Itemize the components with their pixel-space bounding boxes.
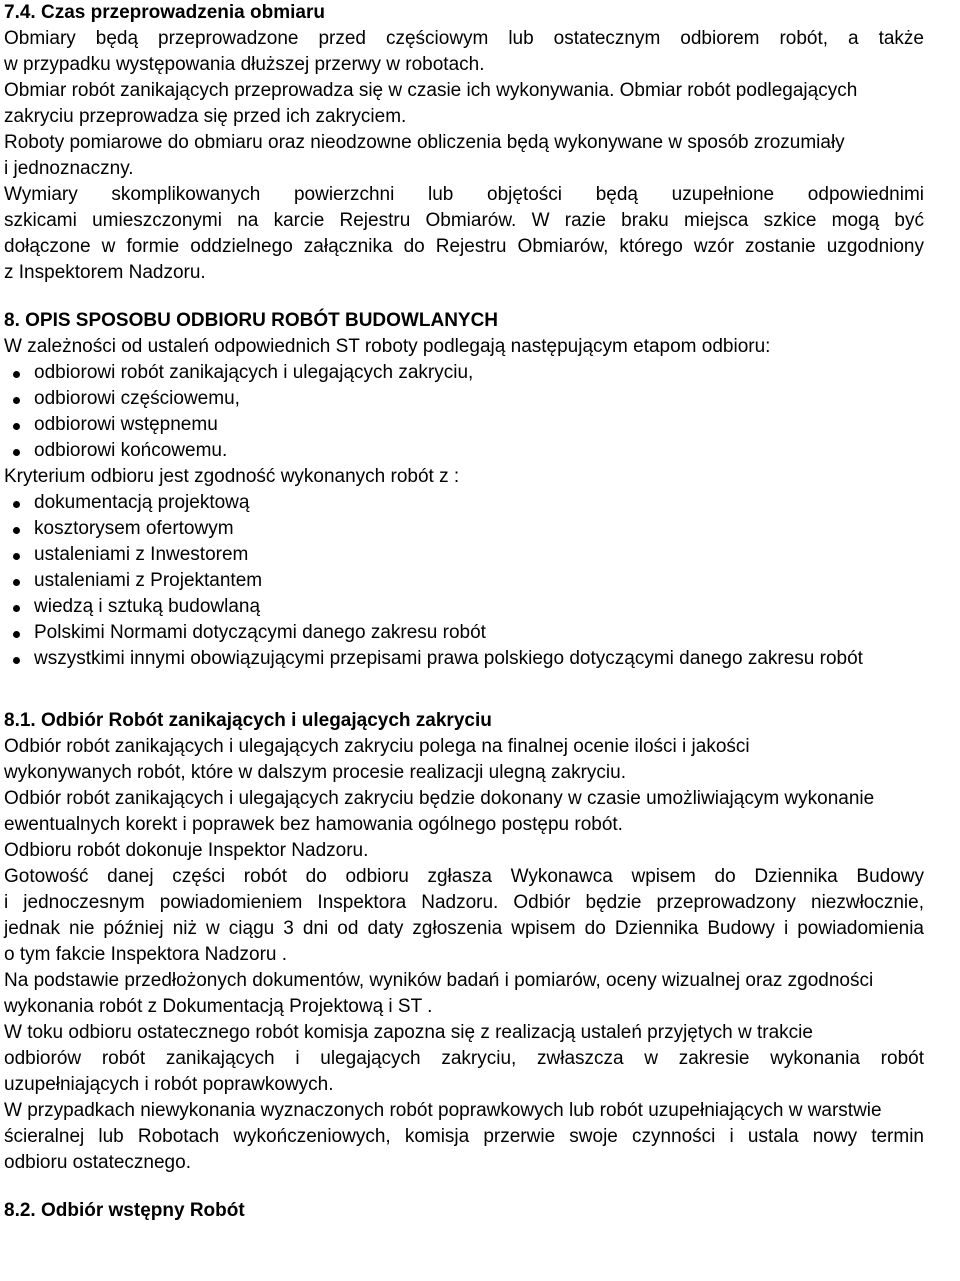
paragraph-line: zakryciu przeprowadza się przed ich zakryciem. [4, 106, 407, 127]
paragraph-line: Kryterium odbioru jest zgodność wykonanych robót z : [4, 466, 460, 487]
paragraph-line: wykonywanych robót, które w dalszym procesie realizacji ulegną zakryciu. [4, 762, 626, 783]
paragraph-line: dołączone w formie oddzielnego załącznika do Rejestru Obmiarów, którego wzór zostanie uzgodniony [4, 236, 924, 257]
paragraph-line: uzupełniających i robót poprawkowych. [4, 1074, 334, 1095]
list-item-stage: odbiorowi częściowemu, [4, 386, 924, 412]
spacer [4, 672, 924, 708]
paragraph-line: jednak nie później niż w ciągu 3 dni od daty zgłoszenia wpisem do Dziennika Budowy i powiadomienia [4, 918, 924, 939]
paragraph-line: wykonania robót z Dokumentacją Projektową i ST . [4, 996, 433, 1017]
section-heading-8: 8. OPIS SPOSOBU ODBIORU ROBÓT BUDOWLANYCH [4, 310, 499, 331]
paragraph-line: ścieralnej lub Robotach wykończeniowych, komisja przerwie swoje czynności i ustala nowy termin [4, 1126, 924, 1147]
list-item-criterion: wszystkimi innymi obowiązującymi przepisami prawa polskiego dotyczącymi danego zakresu robót [4, 646, 924, 672]
list-item-criterion: ustaleniami z Projektantem [4, 568, 924, 594]
paragraph-line: Odbiór robót zanikających i ulegających zakryciu będzie dokonany w czasie umożliwiającym wykonanie [4, 788, 875, 809]
paragraph-line: o tym fakcie Inspektora Nadzoru . [4, 944, 288, 965]
list-item-criterion: dokumentacją projektową [4, 490, 924, 516]
section-heading-7-4: 7.4. Czas przeprowadzenia obmiaru [4, 2, 325, 23]
document-page [4, 0, 924, 1224]
paragraph-line: i jednoczesnym powiadomieniem Inspektora Nadzoru. Odbiór będzie przeprowadzony niezwłocznie, [4, 892, 924, 913]
list-item-criterion: wiedzą i sztuką budowlaną [4, 594, 924, 620]
paragraph-line: w przypadku występowania dłuższej przerwy w robotach. [4, 54, 485, 75]
paragraph-line: z Inspektorem Nadzoru. [4, 262, 206, 283]
paragraph-line: Obmiary będą przeprowadzone przed częściowym lub ostatecznym odbiorem robót, a także [4, 28, 924, 49]
paragraph-line: W toku odbioru ostatecznego robót komisja zapozna się z realizacją ustaleń przyjętych w trakcie [4, 1022, 813, 1043]
paragraph-line: odbiorów robót zanikających i ulegających zakryciu, zwłaszcza w zakresie wykonania robót [4, 1048, 924, 1069]
list-item-stage: odbiorowi końcowemu. [4, 438, 924, 464]
paragraph-line: Odbiór robót zanikających i ulegających zakryciu polega na finalnej ocenie ilości i jakości [4, 736, 750, 757]
list-item-criterion: kosztorysem ofertowym [4, 516, 924, 542]
paragraph-line: Gotowość danej części robót do odbioru zgłasza Wykonawca wpisem do Dziennika Budowy [4, 866, 924, 887]
paragraph-line: W przypadkach niewykonania wyznaczonych robót poprawkowych lub robót uzupełniających w warstwie [4, 1100, 882, 1121]
paragraph-line: Odbioru robót dokonuje Inspektor Nadzoru. [4, 840, 369, 861]
section-heading-8-2: 8.2. Odbiór wstępny Robót [4, 1200, 245, 1221]
section-heading-8-1: 8.1. Odbiór Robót zanikających i ulegających zakryciu [4, 710, 492, 731]
paragraph-line: Obmiar robót zanikających przeprowadza się w czasie ich wykonywania. Obmiar robót podlegających [4, 80, 858, 101]
paragraph-line: Roboty pomiarowe do obmiaru oraz nieodzowne obliczenia będą wykonywane w sposób zrozumiały [4, 132, 845, 153]
paragraph-line: szkicami umieszczonymi na karcie Rejestru Obmiarów. W razie braku miejsca szkice mogą być [4, 210, 924, 231]
list-item-stage: odbiorowi wstępnemu [4, 412, 924, 438]
spacer [4, 1176, 924, 1198]
paragraph-line: ewentualnych korekt i poprawek bez hamowania ogólnego postępu robót. [4, 814, 623, 835]
paragraph-line: odbioru ostatecznego. [4, 1152, 191, 1173]
paragraph-line: Na podstawie przedłożonych dokumentów, wyników badań i pomiarów, oceny wizualnej oraz zgodności [4, 970, 874, 991]
paragraph-line: i jednoznaczny. [4, 158, 134, 179]
paragraph-line: Wymiary skomplikowanych powierzchni lub objętości będą uzupełnione odpowiednimi [4, 184, 924, 205]
list-item-criterion: ustaleniami z Inwestorem [4, 542, 924, 568]
list-item-criterion: Polskimi Normami dotyczącymi danego zakresu robót [4, 620, 924, 646]
paragraph-line: W zależności od ustaleń odpowiednich ST roboty podlegają następującym etapom odbioru: [4, 336, 771, 357]
list-item-stage: odbiorowi robót zanikających i ulegających zakryciu, [4, 360, 924, 386]
spacer [4, 286, 924, 308]
